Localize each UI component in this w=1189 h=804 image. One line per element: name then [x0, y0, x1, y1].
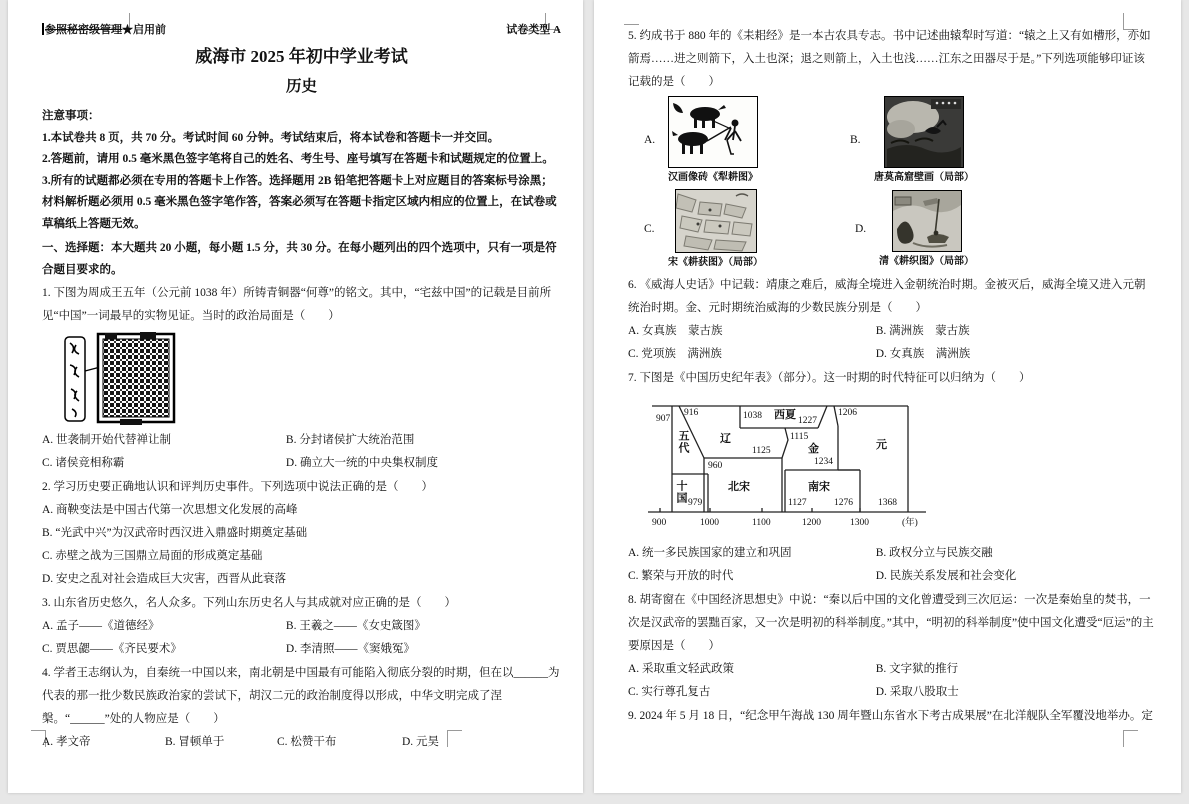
question-2-text: 2. 学习历史要正确地认识和评判历史事件。下列选项中说法正确的是（ ） — [42, 481, 433, 493]
option-d: D. 确立大一统的中央集权制度 — [285, 457, 438, 469]
timeline-year: 1368 — [878, 498, 897, 508]
timeline-year: 1125 — [752, 446, 771, 456]
figure-d-label: D. — [855, 223, 867, 235]
figure-c-label: C. — [644, 223, 655, 235]
timeline-regime-shiguo: 十国 — [675, 480, 687, 504]
option-c: C. 党项族 满洲族 — [628, 348, 722, 360]
timeline-axis-tick: 900 — [652, 518, 667, 528]
question-5-text: 5. 约成书于 880 年的《耒耜经》是一本古农具专志。书中记述曲辕犁时写道：“辕之上又有如槽形，亦如箭焉……进之则箭下，入土也深；退之则箭上，入土也浅……江东之田器尽于是。”下列选项能够印证该记载的是（ ） — [628, 30, 1151, 88]
question-1-options-row — [42, 452, 561, 475]
figure-c-caption: 宋《耕获图》（局部） — [668, 257, 763, 268]
option-b: B. 冒顿单于 — [165, 736, 225, 748]
figure-b-label: B. — [850, 134, 861, 146]
timeline-regime-beisong: 北宋 — [728, 481, 750, 493]
question-7-text: 7. 下图是《中国历史纪年表》（部分）。这一时期的时代特征可以归纳为（ ） — [628, 372, 1031, 384]
option-c: C. 实行尊孔复古 — [628, 686, 711, 698]
timeline-year: 960 — [708, 461, 723, 471]
notice-item: 1.本试卷共 8 页，共 70 分。考试时间 60 分钟。考试结束后，将本试卷和答题卡一并交回。 — [42, 131, 500, 144]
timeline-regime-yuan: 元 — [876, 439, 887, 451]
page-2 — [594, 0, 1181, 793]
option-d: D. 女真族 满洲族 — [875, 348, 971, 360]
figure-c-image — [675, 189, 757, 253]
option-d: D. 采取八股取士 — [875, 686, 959, 698]
question-3-text: 3. 山东省历史悠久，名人众多。下列山东历史名人与其成就对应正确的是（ ） — [42, 597, 456, 609]
option-d: D. 元昊 — [402, 736, 440, 748]
timeline-year: 907 — [656, 414, 671, 424]
question-3-options-row — [42, 615, 561, 638]
question-8-options-row — [628, 681, 1155, 704]
option-a: A. 商鞅变法是中国古代第一次思想文化发展的高峰 — [42, 504, 298, 516]
notice-heading: 注意事项： — [42, 110, 100, 122]
option-c: C. 繁荣与开放的时代 — [628, 570, 734, 582]
figure-c — [668, 189, 763, 270]
timeline-regime-jin: 金 — [808, 443, 819, 455]
option-b: B. “光武中兴”为汉武帝时西汉进入鼎盛时期奠定基础 — [42, 527, 308, 539]
timeline-regime-wudai: 五代 — [677, 430, 689, 454]
timeline-year: 1038 — [743, 411, 762, 421]
timeline-figure — [648, 394, 938, 536]
option-c: C. 贾思勰——《齐民要术》 — [42, 643, 182, 655]
timeline-regime-nansong: 南宋 — [808, 481, 830, 493]
timeline-year: 1276 — [834, 498, 853, 508]
question-7-options-row — [628, 565, 1155, 588]
figure-a — [668, 96, 758, 185]
option-d: D. 安史之乱对社会造成巨大灾害，西晋从此衰落 — [42, 573, 287, 585]
question-6-options-row — [628, 343, 1155, 366]
timeline-year: 916 — [684, 408, 699, 418]
question-1-text: 1. 下图为周成王五年（公元前 1038 年）所铸青铜器“何尊”的铭文。其中，“宅兹中国”的记载是目前所见“中国”一词最早的实物见证。当时的政治局面是（ ） — [42, 287, 552, 322]
option-d: D. 民族关系发展和社会变化 — [875, 570, 1017, 582]
figure-a-image — [668, 96, 758, 168]
classification-label: 参照秘密级管理★启用前 — [42, 22, 166, 38]
question-4-text: 4. 学者王志纲认为，自秦统一中国以来，南北朝是中国最有可能陷入彻底分裂的时期，但在以______为代表的那一批少数民族政治家的尝试下，胡汉二元的政治制度得以形成，中华文明完成了涅槃。“______”处的人物应是（ ） — [42, 667, 560, 725]
question-8-text: 8. 胡寄窗在《中国经济思想史》中说：“秦以后中国的文化曾遭受到三次厄运：一次是秦始皇的焚书，一次是汉武帝的罢黜百家，又一次是明初的科举制度。”其中，“明初的科举制度”使中国文化遭受“厄运”的主要原因是（ ） — [628, 594, 1154, 652]
option-b: B. 分封诸侯扩大统治范围 — [285, 434, 415, 446]
question-8-options-row — [628, 658, 1155, 681]
option-a: A. 采取重文轻武政策 — [628, 663, 735, 675]
paper-type-label: 试卷类型 A — [506, 24, 561, 36]
option-a: A. 统一多民族国家的建立和巩固 — [628, 547, 792, 559]
exam-title: 威海市 2025 年初中学业考试 — [195, 47, 408, 66]
question-7-options-row — [628, 542, 1155, 565]
question-4-options-row — [42, 731, 561, 754]
question-9-text: 9. 2024 年 5 月 18 日，“纪念甲午海战 130 周年暨山东省水下考古成果展”在北洋舰队全军覆没地举办。定 — [628, 710, 1153, 722]
option-a: A. 孟子——《道德经》 — [42, 620, 160, 632]
timeline-year: 1206 — [838, 408, 857, 418]
question-5-figure-row — [628, 96, 1155, 185]
timeline-year: 1127 — [788, 498, 807, 508]
question-6-options-row — [628, 320, 1155, 343]
notice-item: 2.答题前，请用 0.5 毫米黑色签字笔将自己的姓名、考生号、座号填写在答题卡和试题规定的位置上。 — [42, 153, 554, 165]
question-5-figure-row — [628, 189, 1155, 270]
option-d: D. 李清照——《窦娥冤》 — [285, 643, 415, 655]
option-c: C. 赤壁之战为三国鼎立局面的形成奠定基础 — [42, 550, 263, 562]
bronze-inscription-image — [62, 331, 178, 427]
option-b: B. 文字狱的推行 — [875, 663, 959, 675]
option-a: A. 孝文帝 — [42, 736, 91, 748]
timeline-year: 1227 — [798, 416, 817, 426]
text-cursor — [42, 23, 44, 35]
timeline-axis-unit: (年) — [902, 518, 918, 528]
figure-b-image — [884, 96, 964, 168]
option-c: C. 诸侯竞相称霸 — [42, 457, 125, 469]
timeline-axis-tick: 1000 — [700, 518, 719, 528]
subject-title: 历史 — [285, 78, 317, 95]
option-b: B. 王羲之——《女史箴图》 — [285, 620, 426, 632]
timeline-year: 1234 — [814, 457, 833, 467]
figure-b-caption: 唐莫高窟壁画（局部） — [874, 172, 974, 183]
figure-b — [874, 96, 974, 185]
figure-d-caption: 清《耕织图》（局部） — [879, 256, 974, 267]
page-header — [42, 22, 561, 38]
figure-d — [879, 190, 974, 269]
timeline-year: 1115 — [790, 432, 809, 442]
timeline-axis-tick: 1300 — [850, 518, 869, 528]
timeline-regime-liao: 辽 — [720, 433, 731, 445]
option-c: C. 松赞干布 — [277, 736, 337, 748]
page-1 — [8, 0, 583, 793]
timeline-year: 979 — [688, 498, 703, 508]
option-a: A. 世袭制开始代替禅让制 — [42, 434, 172, 446]
notice-item: 3.所有的试题都必须在专用的答题卡上作答。选择题用 2B 铅笔把答题卡上对应题目的答案标号涂黑；材料解析题必须用 0.5 毫米黑色签字笔作答，答案必须写在答题卡指定区域内相应的位置上，在试卷或草稿纸上答题无效。 — [42, 174, 557, 230]
figure-a-label: A. — [644, 134, 656, 146]
question-1-options-row — [42, 429, 561, 452]
timeline-axis-tick: 1200 — [802, 518, 821, 528]
figure-a-caption: 汉画像砖《犁耕图》 — [668, 172, 758, 183]
timeline-regime-xixia: 西夏 — [774, 409, 796, 421]
option-b: B. 政权分立与民族交融 — [875, 547, 993, 559]
section-intro: 一、选择题：本大题共 20 小题，每小题 1.5 分，共 30 分。在每小题列出的四个选项中，只有一项是符合题目要求的。 — [42, 242, 557, 276]
question-3-options-row — [42, 638, 561, 661]
option-b: B. 满洲族 蒙古族 — [875, 325, 970, 337]
timeline-axis-tick: 1100 — [752, 518, 771, 528]
figure-d-image — [892, 190, 962, 252]
question-6-text: 6. 《威海人史话》中记载：靖康之难后，威海全境进入金朝统治时期。金被灭后，威海全境又进入元朝统治时期。金、元时期统治威海的少数民族分别是（ ） — [628, 279, 1146, 314]
crop-mark-bottom-right — [1123, 730, 1138, 747]
option-a: A. 女真族 蒙古族 — [628, 325, 723, 337]
